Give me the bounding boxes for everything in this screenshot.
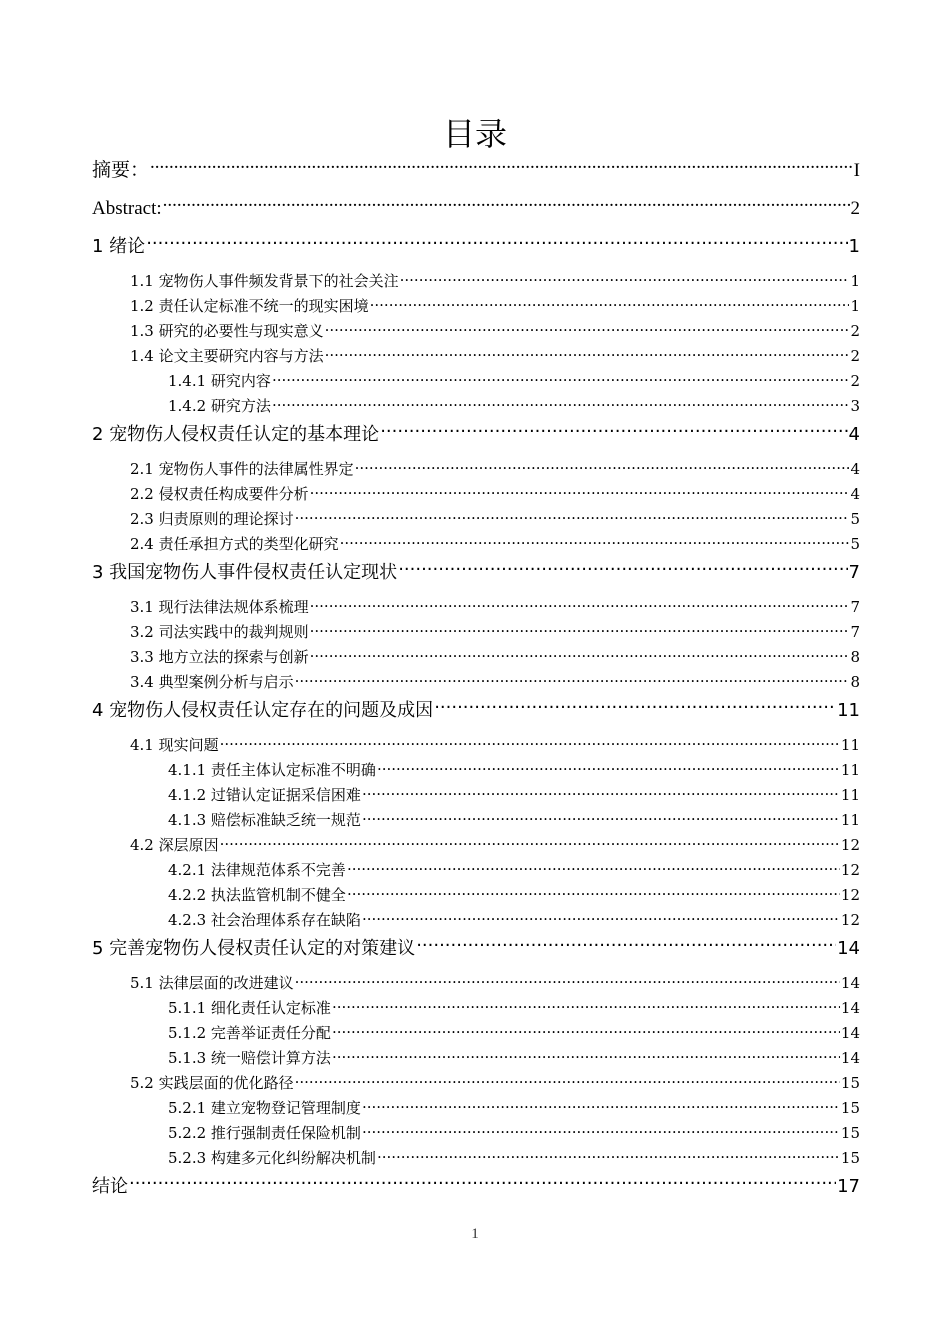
toc-entry-label: 1 绪论 [92,236,146,257]
toc-entry-label: 2 宠物伤人侵权责任认定的基本理论 [92,424,380,445]
toc-leader-dots [272,396,850,411]
toc-leader-dots [400,271,850,286]
toc-entry[interactable] [92,419,860,457]
toc-leader-dots [220,735,840,750]
toc-entry-label: 1.1 宠物伤人事件频发背景下的社会关注 [130,272,399,290]
page-title: 目录 [442,115,507,153]
toc-entry-page: 14 [840,974,860,992]
toc-entry[interactable] [92,783,860,808]
toc-entry-label: 5.2.1 建立宠物登记管理制度 [168,1099,361,1117]
toc-leader-dots [362,785,840,800]
toc-entry[interactable] [92,369,860,394]
toc-entry[interactable] [92,557,860,595]
toc-entry-label: 2.4 责任承担方式的类型化研究 [130,535,339,553]
toc-entry[interactable] [92,933,860,971]
toc-entry-page: 15 [840,1099,860,1117]
toc-entry-page: 3 [850,397,860,415]
toc-entry[interactable] [92,1021,860,1046]
toc-entry[interactable] [92,595,860,620]
toc-entry-label: 4.1 现实问题 [130,736,219,754]
toc-entry-page: 5 [850,535,860,553]
toc-entry[interactable] [92,808,860,833]
toc-leader-dots [220,835,840,850]
toc-entry-page: 12 [840,886,860,904]
toc-entry-page: 2 [850,372,860,390]
toc-entry[interactable] [92,733,860,758]
toc-entry-label: 4.2.3 社会治理体系存在缺陷 [168,911,361,929]
toc-entry[interactable] [92,1146,860,1171]
toc-entry-label: 3.2 司法实践中的裁判规则 [130,623,309,641]
toc-entry-label: 3.4 典型案例分析与启示 [130,673,294,691]
toc-entry-label: 3 我国宠物伤人事件侵权责任认定现状 [92,562,398,583]
toc-entry[interactable] [92,883,860,908]
toc-entry[interactable] [92,645,860,670]
toc-entry-label: 3.1 现行法律法规体系梳理 [130,598,309,616]
toc-entry-page: 14 [840,999,860,1017]
toc-leader-dots [380,422,847,440]
toc-entry-label: 1.3 研究的必要性与现实意义 [130,322,324,340]
toc-entry-page: 15 [840,1124,860,1142]
toc-entry-label: 4.1.1 责任主体认定标准不明确 [168,761,376,779]
toc-entry[interactable] [92,670,860,695]
toc-leader-dots [163,195,850,214]
toc-leader-dots [362,1098,840,1113]
toc-leader-dots [129,1174,836,1192]
toc-leader-dots [377,760,840,775]
toc-entry-label: 5.1 法律层面的改进建议 [130,974,294,992]
toc-entry[interactable] [92,971,860,996]
toc-entry-page: 12 [840,836,860,854]
toc-entry-label: 5.1.2 完善举证责任分配 [168,1024,331,1042]
toc-leader-dots [310,622,850,637]
toc-entry-page: 11 [837,700,860,721]
toc-entry[interactable] [92,507,860,532]
toc-entry[interactable] [92,1121,860,1146]
toc-entry-page: 12 [840,911,860,929]
toc-entry-label: 4 宠物伤人侵权责任认定存在的问题及成因 [92,700,434,721]
toc-entry-page: 14 [837,938,860,959]
toc-entry[interactable] [92,231,860,269]
toc-entry-label: 4.2.2 执法监管机制不健全 [168,886,346,904]
toc-entry[interactable] [92,620,860,645]
toc-leader-dots [434,698,836,716]
toc-entry[interactable] [92,319,860,344]
toc-entry-page: 4 [848,424,860,445]
toc-entry-page: I [853,160,860,181]
toc-entry-page: 2 [850,322,860,340]
toc-entry-page: 12 [840,861,860,879]
toc-leader-dots [362,1123,840,1138]
toc-entry[interactable] [92,155,860,193]
toc-entry-page: 15 [840,1149,860,1167]
toc-entry-page: 11 [840,786,860,804]
toc-leader-dots [295,509,850,524]
toc-leader-dots [332,1023,840,1038]
toc-entry-label: 2.1 宠物伤人事件的法律属性界定 [130,460,354,478]
toc-entry[interactable] [92,344,860,369]
toc-entry[interactable] [92,1071,860,1096]
toc-entry[interactable] [92,394,860,419]
page-number: 1 [471,1226,479,1242]
toc-entry-page: 11 [840,811,860,829]
toc-leader-dots [325,346,850,361]
toc-leader-dots [310,597,850,612]
toc-entry-page: 17 [837,1176,860,1197]
toc-leader-dots [295,672,850,687]
toc-entry[interactable] [92,269,860,294]
toc-entry-page: 7 [850,623,860,641]
toc-leader-dots [377,1148,840,1163]
toc-leader-dots [332,998,840,1013]
toc-entry-label: 1.4 论文主要研究内容与方法 [130,347,324,365]
toc-entry-label: 5 完善宠物伤人侵权责任认定的对策建议 [92,938,416,959]
toc-entry-page: 14 [840,1024,860,1042]
toc-leader-dots [310,647,850,662]
toc-entry-label: 1.4.2 研究方法 [168,397,271,415]
toc-entry-page: 8 [850,648,860,666]
toc-entry-page: 1 [850,272,860,290]
toc-entry-label: 5.1.3 统一赔偿计算方法 [168,1049,331,1067]
toc-entry-label: 4.1.3 赔偿标准缺乏统一规范 [168,811,361,829]
toc-entry-page: 7 [848,562,860,583]
toc-leader-dots [370,296,850,311]
toc-leader-dots [347,860,840,875]
toc-entry[interactable] [92,833,860,858]
toc-entry-page: 2 [850,347,860,365]
toc-entry-page: 14 [840,1049,860,1067]
toc-entry-page: 11 [840,761,860,779]
toc-entry-label: 5.2 实践层面的优化路径 [130,1074,294,1092]
toc-entry-label: 4.2.1 法律规范体系不完善 [168,861,346,879]
table-of-contents [92,155,860,1209]
toc-entry-label: 4.1.2 过错认定证据采信困难 [168,786,361,804]
toc-entry-label: 5.1.1 细化责任认定标准 [168,999,331,1017]
toc-leader-dots [272,371,850,386]
toc-entry-label: 2.3 归责原则的理论探讨 [130,510,294,528]
toc-leader-dots [340,534,850,549]
toc-entry-label: 5.2.2 推行强制责任保险机制 [168,1124,361,1142]
toc-entry-label: 4.2 深层原因 [130,836,219,854]
toc-entry-label: 3.3 地方立法的探索与创新 [130,648,309,666]
toc-leader-dots [310,484,850,499]
toc-entry-label: Abstract: [92,198,162,219]
toc-leader-dots [398,560,847,578]
toc-leader-dots [295,1073,840,1088]
toc-entry-page: 11 [840,736,860,754]
toc-entry-page: 1 [848,236,860,257]
toc-entry-page: 4 [850,485,860,503]
toc-entry[interactable] [92,1096,860,1121]
toc-leader-dots [146,234,847,252]
toc-entry-page: 8 [850,673,860,691]
toc-entry[interactable] [92,996,860,1021]
toc-entry-label: 结论 [92,1176,128,1197]
toc-entry[interactable] [92,457,860,482]
toc-entry[interactable] [92,1171,860,1209]
toc-leader-dots [355,459,850,474]
toc-entry[interactable] [92,193,860,231]
toc-entry-page: 5 [850,510,860,528]
toc-entry-page: 4 [850,460,860,478]
toc-entry[interactable] [92,482,860,507]
toc-leader-dots [362,810,840,825]
toc-entry[interactable] [92,294,860,319]
toc-entry[interactable] [92,858,860,883]
toc-leader-dots [325,321,850,336]
toc-leader-dots [416,936,836,954]
toc-entry[interactable] [92,758,860,783]
toc-entry-page: 1 [850,297,860,315]
toc-entry-label: 1.4.1 研究内容 [168,372,271,390]
toc-entry[interactable] [92,532,860,557]
toc-entry-page: 15 [840,1074,860,1092]
toc-leader-dots [295,973,840,988]
toc-leader-dots [332,1048,840,1063]
toc-leader-dots [347,885,840,900]
toc-entry-label: 1.2 责任认定标准不统一的现实困境 [130,297,369,315]
toc-entry[interactable] [92,1046,860,1071]
toc-entry[interactable] [92,695,860,733]
toc-entry-label: 摘要： [92,160,150,181]
toc-entry-label: 2.2 侵权责任构成要件分析 [130,485,309,503]
toc-entry[interactable] [92,908,860,933]
toc-entry-label: 5.2.3 构建多元化纠纷解决机制 [168,1149,376,1167]
toc-entry-page: 7 [850,598,860,616]
toc-leader-dots [150,157,853,176]
toc-leader-dots [362,910,840,925]
toc-entry-page: 2 [850,198,860,219]
